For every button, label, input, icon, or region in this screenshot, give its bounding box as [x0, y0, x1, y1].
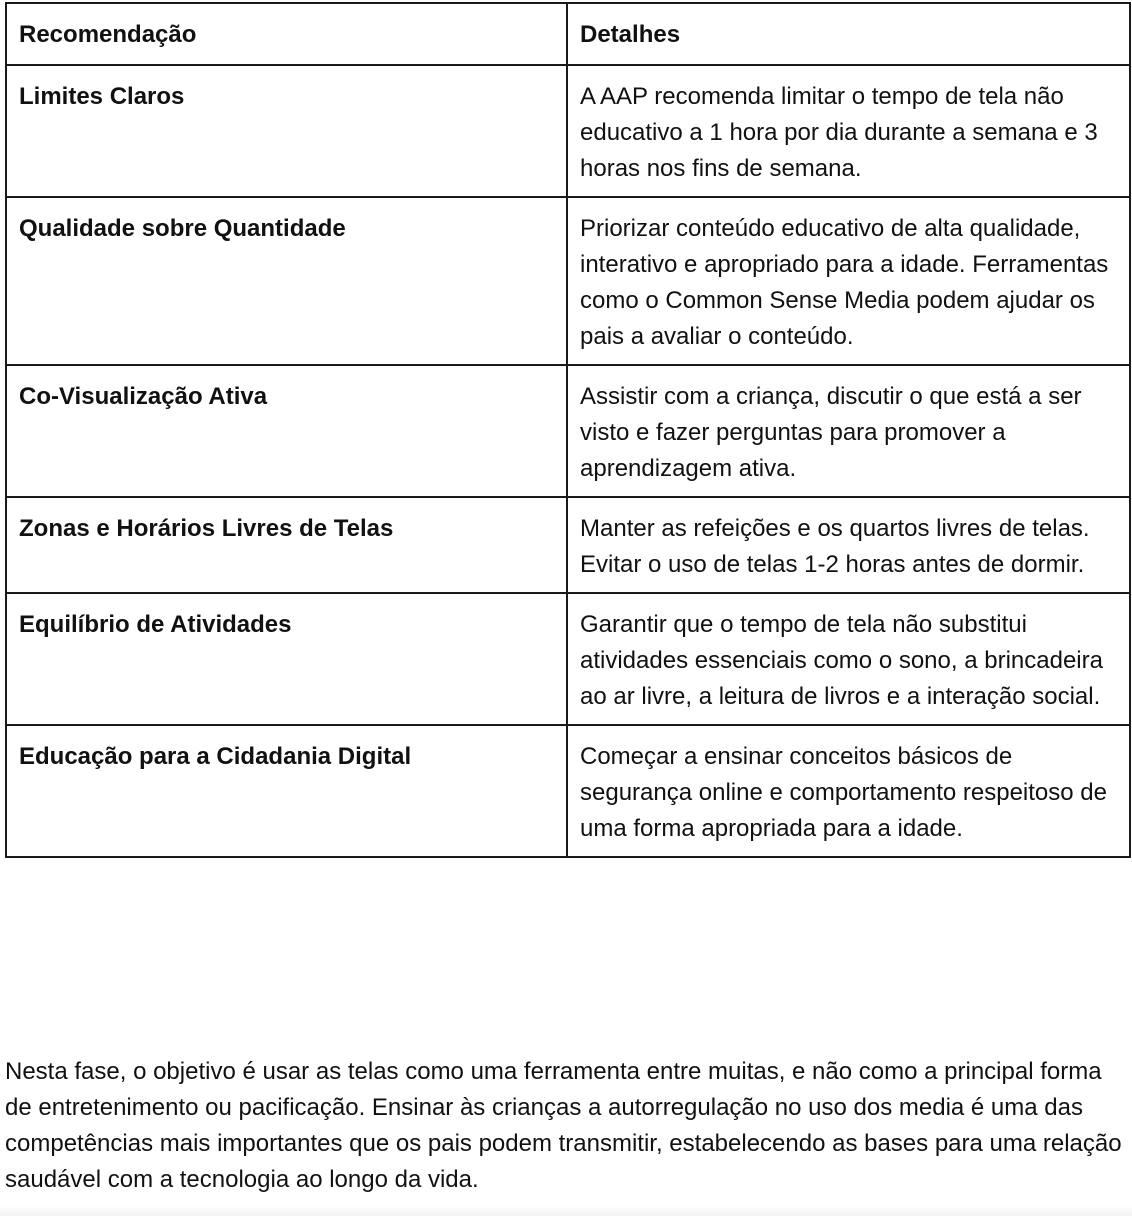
recommendation-name: Equilíbrio de Atividades	[6, 593, 567, 725]
table-row	[6, 65, 1130, 197]
column-header-recommendation: Recomendação	[6, 3, 567, 65]
recommendation-details: Priorizar conteúdo educativo de alta qualidade, interativo e apropriado para a idade. Ferramentas como o Common Sense Media podem ajudar os pais a avaliar o conteúdo.	[567, 197, 1130, 365]
table-row	[6, 497, 1130, 593]
table-row	[6, 725, 1130, 857]
recommendations-table	[5, 2, 1131, 858]
recommendation-details: A AAP recomenda limitar o tempo de tela não educativo a 1 hora por dia durante a semana e 3 horas nos fins de semana.	[567, 65, 1130, 197]
recommendation-details: Começar a ensinar conceitos básicos de segurança online e comportamento respeitoso de uma forma apropriada para a idade.	[567, 725, 1130, 857]
document-content	[5, 2, 1129, 858]
recommendation-details: Garantir que o tempo de tela não substitui atividades essenciais como o sono, a brincadeira ao ar livre, a leitura de livros e a interação social.	[567, 593, 1130, 725]
column-header-details: Detalhes	[567, 3, 1130, 65]
conclusion-paragraph: Nesta fase, o objetivo é usar as telas como uma ferramenta entre muitas, e não como a principal forma de entretenimento ou pacificação. Ensinar às crianças a autorregulação no uso dos media é uma das competências mais importantes que os pais podem transmitir, estabelecendo as bases para uma relação saudável com a tecnologia ao longo da vida.	[5, 1058, 1122, 1193]
table-row	[6, 197, 1130, 365]
table-row	[6, 365, 1130, 497]
recommendation-details: Assistir com a criança, discutir o que está a ser visto e fazer perguntas para promover a aprendizagem ativa.	[567, 365, 1130, 497]
recommendation-name: Co-Visualização Ativa	[6, 365, 567, 497]
page-bottom-edge	[0, 1206, 1132, 1216]
table-header-row	[6, 3, 1130, 65]
table-row	[6, 593, 1130, 725]
recommendation-name: Zonas e Horários Livres de Telas	[6, 497, 567, 593]
recommendation-name: Qualidade sobre Quantidade	[6, 197, 567, 365]
recommendation-name: Educação para a Cidadania Digital	[6, 725, 567, 857]
recommendation-name: Limites Claros	[6, 65, 567, 197]
recommendation-details: Manter as refeições e os quartos livres de telas. Evitar o uso de telas 1-2 horas antes de dormir.	[567, 497, 1130, 593]
